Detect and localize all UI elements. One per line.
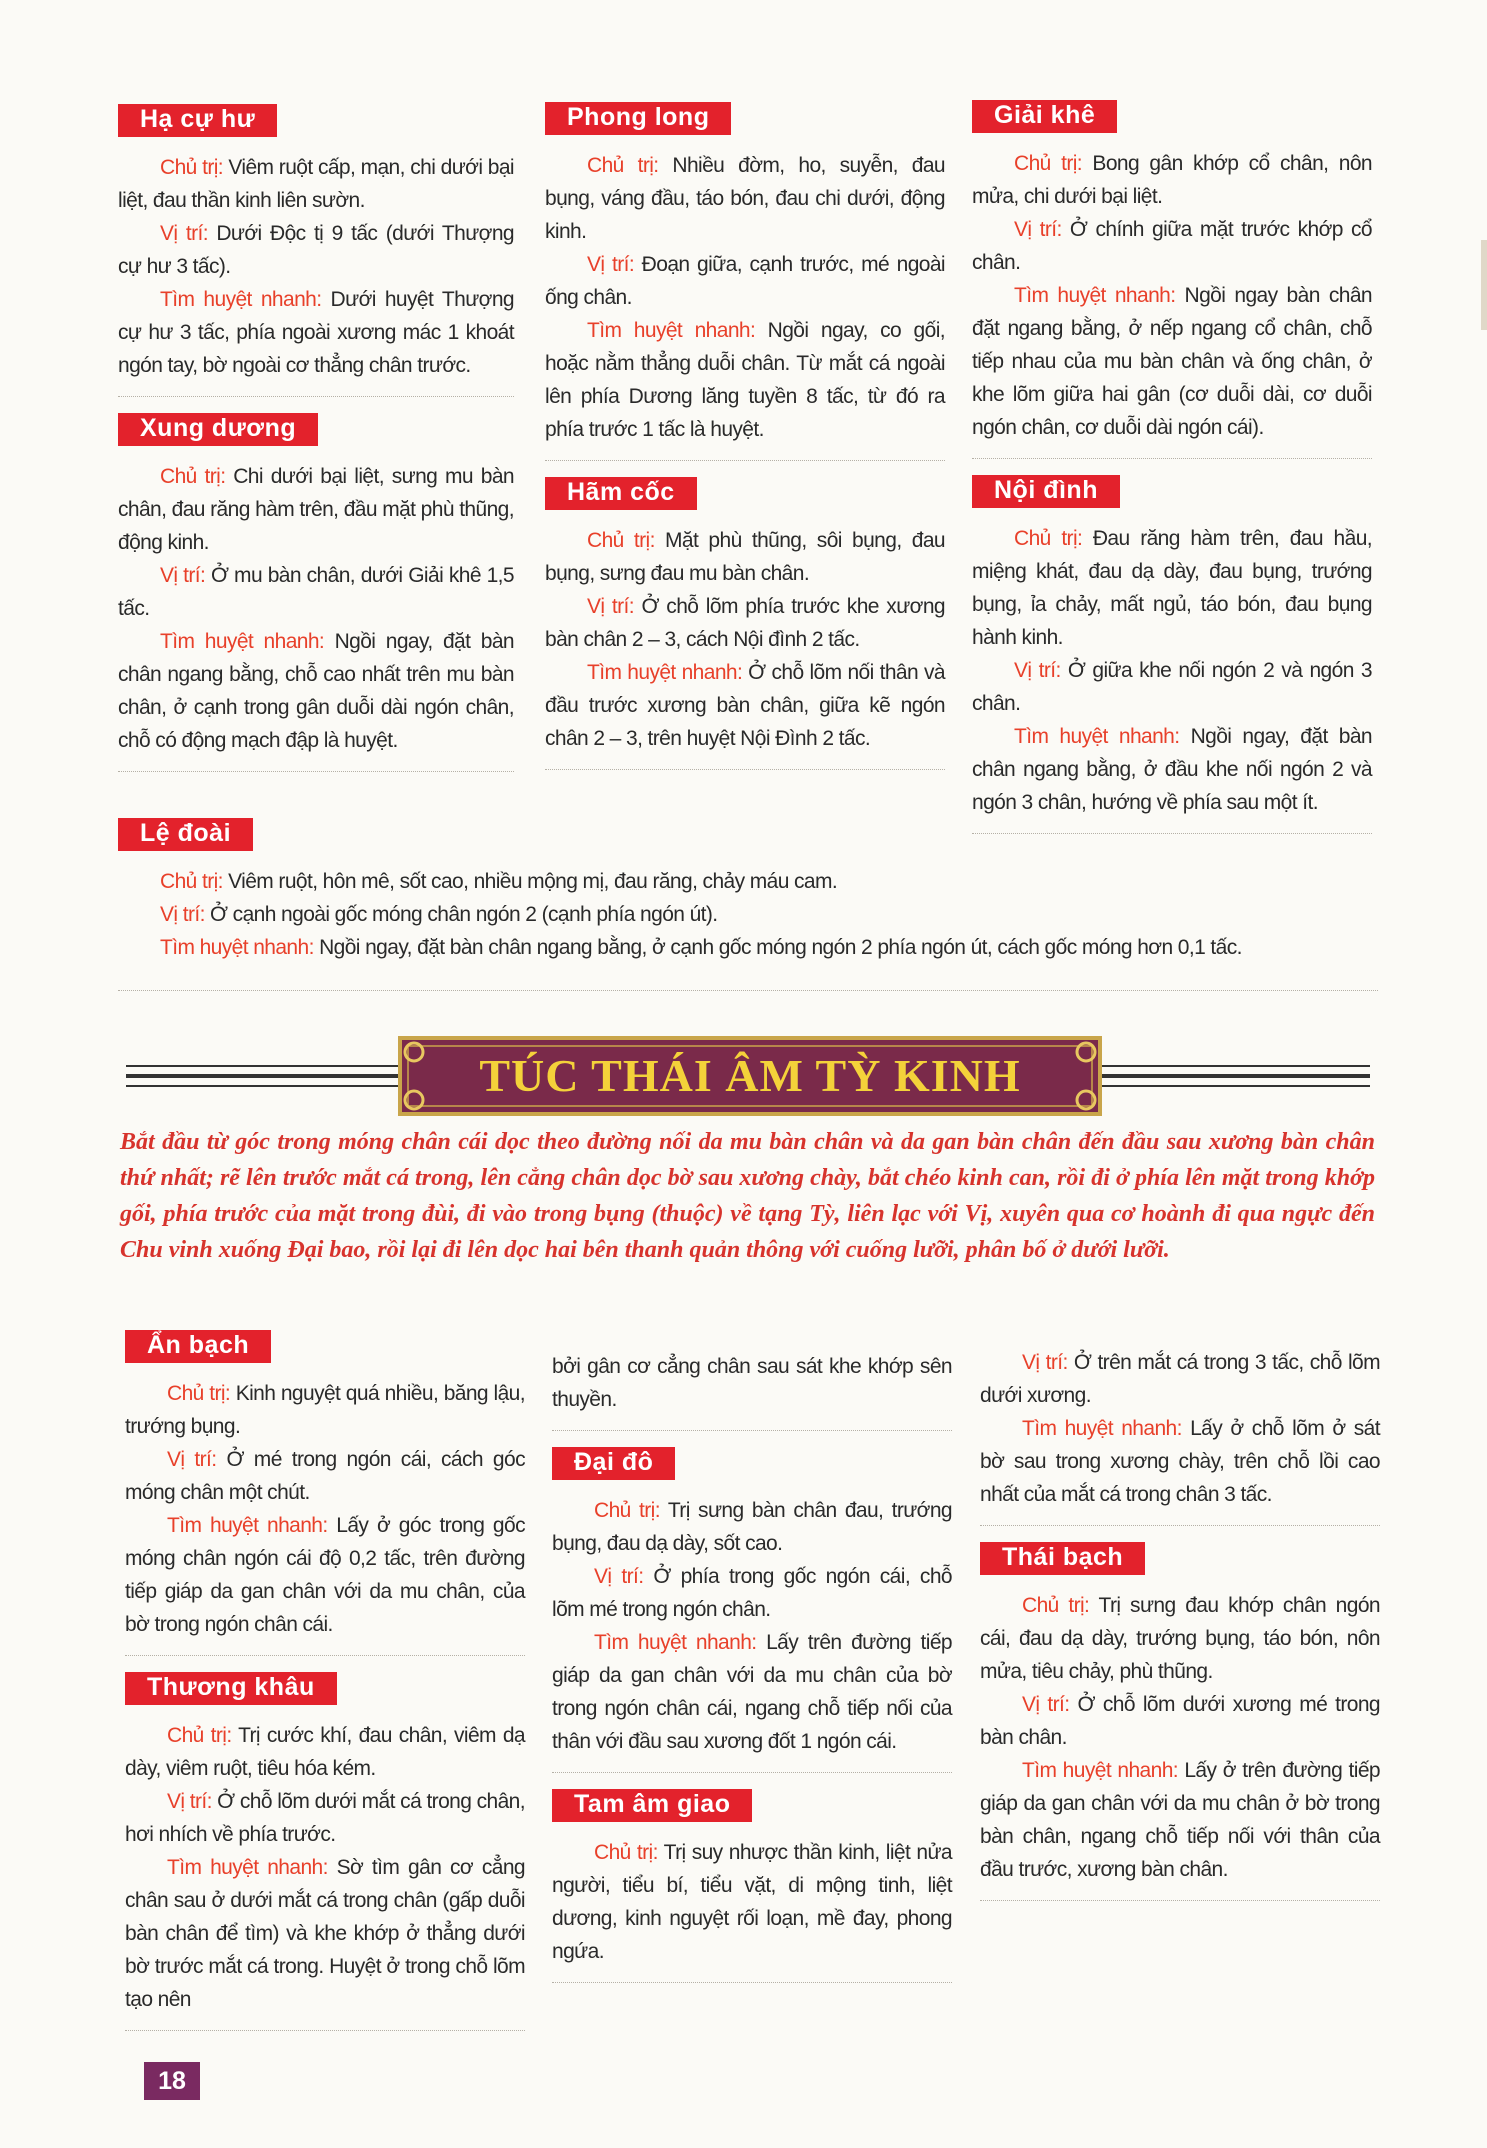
entry-noi-dinh: [972, 475, 1372, 834]
text: Chi dưới bại liệt, sưng mu bàn chân, đau răng hàm trên, đầu mặt phù thũng, động kinh.: [118, 465, 514, 554]
label: Vị trí:: [1014, 218, 1062, 241]
label: Vị trí:: [160, 222, 208, 245]
column-1-top: [118, 104, 514, 788]
label: Tìm huyệt nhanh:: [587, 319, 756, 342]
entry-xung-duong: [118, 413, 514, 772]
label: Chủ trị:: [587, 154, 659, 177]
divider: [125, 1655, 525, 1656]
label: Chủ trị:: [1022, 1594, 1090, 1617]
label: Tìm huyệt nhanh:: [587, 661, 743, 684]
text: Dưới Độc tị 9 tấc (dưới Thượng cự hư 3 tấc).: [118, 222, 514, 278]
text: Trị cước khí, đau chân, viêm dạ dày, viêm ruột, tiêu hóa kém.: [125, 1724, 525, 1780]
label: Chủ trị:: [594, 1841, 658, 1864]
label: Tìm huyệt nhanh:: [1022, 1759, 1179, 1782]
divider: [545, 460, 945, 461]
divider: [545, 769, 945, 770]
text: Đau răng hàm trên, đau hầu, miệng khát, đau dạ dày, đau bụng, trướng bụng, ỉa chảy, mất ngủ, táo bón, đau bụng hành kinh.: [972, 527, 1373, 649]
text: Ở chỗ lõm dưới mắt cá trong chân, hơi nhích về phía trước.: [125, 1790, 525, 1846]
label: Chủ trị:: [160, 870, 223, 893]
divider: [972, 458, 1372, 459]
entry-line: [545, 149, 945, 248]
text: Ở chỗ lõm dưới xương mé trong bàn chân.: [980, 1693, 1380, 1749]
entry-line: [125, 1443, 525, 1509]
label: Chủ trị:: [1014, 152, 1083, 175]
entry-ha-cu-hu: [118, 104, 514, 397]
text: Ở chính giữa mặt trước khớp cổ chân.: [972, 218, 1372, 274]
text: Ngồi ngay, đặt bàn chân ngang bằng, chỗ cao nhất trên mu bàn chân, ở cạnh trong gân duỗi dài ngón chân, chỗ có động mạch đập là huyệt.: [118, 630, 515, 752]
label: Vị trí:: [587, 253, 635, 276]
page-number: 18: [144, 2062, 200, 2100]
entry-line: [972, 279, 1372, 444]
text: Lấy ở góc trong gốc móng chân ngón cái độ 0,2 tấc, trên đường tiếp giáp da gan chân với da mu chân, của bờ trong ngón chân cái.: [125, 1514, 525, 1636]
label: Vị trí:: [160, 564, 206, 587]
entry-title: Tam âm giao: [552, 1789, 752, 1822]
text: Ở chỗ lõm nối thân và đầu trước xương bàn chân, giữa kẽ ngón chân 2 – 3, trên huyệt Nội Đình 2 tấc.: [545, 661, 946, 750]
column-1-bottom: [125, 1330, 525, 2047]
entry-line: [552, 1626, 952, 1758]
entry-line: [545, 248, 945, 314]
entry-title: Đại đô: [552, 1447, 675, 1480]
divider: [552, 1772, 952, 1773]
entry-line: [118, 625, 514, 757]
label: Tìm huyệt nhanh:: [167, 1514, 328, 1537]
entry-title: Lệ đoài: [118, 818, 253, 851]
entry-line: [118, 865, 1378, 898]
entry-line: [545, 314, 945, 446]
label: Tìm huyệt nhanh:: [160, 288, 322, 311]
entry-line: [125, 1377, 525, 1443]
text: Ở phía trong gốc ngón cái, chỗ lõm mé trong ngón chân.: [552, 1565, 952, 1621]
entry-line: [972, 654, 1372, 720]
entry-line: [118, 460, 514, 559]
entry-line: [118, 151, 514, 217]
entry-line: [125, 1785, 525, 1851]
entry-line: [972, 213, 1372, 279]
divider: [980, 1900, 1380, 1901]
label: Vị trí:: [1022, 1693, 1070, 1716]
entry-an-bach: [125, 1330, 525, 1656]
text: Ngồi ngay, đặt bàn chân ngang bằng, ở cạnh gốc móng ngón 2 phía ngón út, cách gốc móng hơn 0,1 tấc.: [313, 936, 1242, 959]
entry-title: Hãm cốc: [545, 477, 697, 510]
entry-line: [118, 898, 1378, 931]
entry-dai-do: [552, 1447, 952, 1773]
text: Viêm ruột, hôn mê, sốt cao, nhiều mộng mị, đau răng, chảy máu cam.: [222, 870, 838, 893]
entry-le-doai: [118, 818, 1378, 964]
entry-title: Nội đình: [972, 475, 1120, 508]
entry-giai-khe: [972, 100, 1372, 459]
column-2-bottom: [552, 1350, 952, 1999]
divider: [980, 1525, 1380, 1526]
entry-title: Thái bạch: [980, 1542, 1145, 1575]
text: Dưới huyệt Thượng cự hư 3 tấc, phía ngoài xương mác 1 khoát ngón tay, bờ ngoài cơ thẳng chân trước.: [118, 288, 515, 377]
label: Tìm huyệt nhanh:: [1014, 284, 1176, 307]
entry-line: [980, 1346, 1380, 1412]
label: Chủ trị:: [167, 1382, 231, 1405]
divider: [118, 771, 514, 772]
entry-phong-long: [545, 102, 945, 461]
label: Chủ trị:: [167, 1724, 232, 1747]
section-banner: [0, 1030, 1487, 1122]
text: Nhiều đờm, ho, suyễn, đau bụng, váng đầu, táo bón, đau chi dưới, động kinh.: [545, 154, 946, 243]
label: Tìm huyệt nhanh:: [160, 936, 314, 959]
entry-title: Phong long: [545, 102, 731, 135]
text: Trị sưng đau khớp chân ngón cái, đau dạ dày, trướng bụng, táo bón, nôn mửa, tiêu chảy, phù thũng.: [980, 1594, 1380, 1683]
entry-thuong-khau: [125, 1672, 525, 2031]
continued-text: bởi gân cơ cẳng chân sau sát khe khớp sên thuyền.: [552, 1355, 952, 1411]
label: Vị trí:: [594, 1565, 644, 1588]
entry-line: [125, 1851, 525, 2016]
label: Chủ trị:: [160, 156, 224, 179]
entry-line: [552, 1836, 952, 1968]
entry-line: [118, 283, 514, 382]
text: Trị suy nhược thần kinh, liệt nửa người, tiểu bí, tiểu vặt, di mộng tinh, liệt dương, kinh nguyệt rối loạn, mề đay, phong ngứa.: [552, 1841, 952, 1963]
entry-line: [125, 1719, 525, 1785]
entry-line: [545, 656, 945, 755]
text: Ở trên mắt cá trong 3 tấc, chỗ lõm dưới xương.: [980, 1351, 1380, 1407]
label: Vị trí:: [160, 903, 205, 926]
label: Tìm huyệt nhanh:: [1022, 1417, 1182, 1440]
label: Vị trí:: [167, 1790, 212, 1813]
label: Chủ trị:: [594, 1499, 660, 1522]
entry-le-doai: [118, 818, 1378, 970]
entry-title: Ẩn bạch: [125, 1330, 271, 1363]
text: Kinh nguyệt quá nhiều, băng lậu, trướng bụng.: [125, 1382, 525, 1438]
column-2-top: [545, 102, 945, 786]
entry-tam-am-giao: [552, 1789, 952, 1983]
label: Chủ trị:: [587, 529, 655, 552]
entry-title: Giải khê: [972, 100, 1117, 133]
label: Chủ trị:: [1014, 527, 1083, 550]
label: Chủ trị:: [160, 465, 226, 488]
entry-thai-bach: [980, 1542, 1380, 1901]
label: Vị trí:: [1022, 1351, 1068, 1374]
label: Vị trí:: [587, 595, 635, 618]
text: Ngồi ngay bàn chân đặt ngang bằng, ở nếp ngang cổ chân, chỗ tiếp nhau của mu bàn chân và ống chân, ở khe lõm giữa hai gân (cơ duỗi dài, cơ duỗi ngón chân, cơ duỗi dài ngón cái).: [972, 284, 1372, 439]
text: Lấy trên đường tiếp giáp da gan chân với da mu chân của bờ trong ngón chân cái, ngang chỗ tiếp nối của thân với đầu sau xương đốt 1 ngón cái.: [552, 1631, 952, 1753]
label: Tìm huyệt nhanh:: [1014, 725, 1180, 748]
entry-title: Xung dương: [118, 413, 318, 446]
column-3-top: [972, 100, 1372, 850]
entry-title: Hạ cự hư: [118, 104, 277, 137]
label: Tìm huyệt nhanh:: [160, 630, 325, 653]
divider: [118, 396, 514, 397]
text: Ở cạnh ngoài gốc móng chân ngón 2 (cạnh phía ngón út).: [204, 903, 718, 926]
label: Tìm huyệt nhanh:: [167, 1856, 328, 1879]
entry-line: [972, 147, 1372, 213]
entry-line: [980, 1688, 1380, 1754]
text: Bong gân khớp cổ chân, nôn mửa, chi dưới bại liệt.: [972, 152, 1372, 208]
text: Ngồi ngay, đặt bàn chân ngang bằng, ở đầu khe nối ngón 2 và ngón 3 chân, hướng về phía sau một ít.: [972, 725, 1373, 814]
entry-ham-coc: [545, 477, 945, 770]
entry-line: [545, 590, 945, 656]
text: Ở giữa khe nối ngón 2 và ngón 3 chân.: [972, 659, 1372, 715]
text: Mặt phù thũng, sôi bụng, đau bụng, sưng đau mu bàn chân.: [545, 529, 945, 585]
text: Lấy ở trên đường tiếp giáp da gan chân với da mu chân ở bờ trong bàn chân, ngang chỗ tiếp nối với thân của đầu trước, xương bàn chân.: [980, 1759, 1380, 1881]
text: Ở mé trong ngón cái, cách góc móng chân một chút.: [125, 1448, 525, 1504]
text: Sờ tìm gân cơ cẳng chân sau ở dưới mắt cá trong chân (gấp duỗi bàn chân để tìm) và khe khớp ở thẳng dưới bờ trước mắt cá trong. Huyệt ở trong chỗ lõm tạo nên: [125, 1856, 525, 2011]
entry-line: [972, 720, 1372, 819]
text: Đoạn giữa, cạnh trước, mé ngoài ống chân.: [545, 253, 945, 309]
entry-line: [552, 1494, 952, 1560]
label: Tìm huyệt nhanh:: [594, 1631, 757, 1654]
entry-line: [118, 217, 514, 283]
entry-title: Thương khâu: [125, 1672, 337, 1705]
entry-line: [545, 524, 945, 590]
divider: [125, 2030, 525, 2031]
divider: [552, 1430, 952, 1431]
text: Ở mu bàn chân, dưới Giải khê 1,5 tấc.: [118, 564, 514, 620]
entry-line: [125, 1509, 525, 1641]
divider: [118, 990, 1378, 991]
entry-line: [980, 1589, 1380, 1688]
page-edge-decoration: [1481, 240, 1487, 330]
entry-line: [972, 522, 1372, 654]
text: Trị sưng bàn chân đau, trướng bụng, đau dạ dày, sốt cao.: [552, 1499, 953, 1555]
text: Ngồi ngay, co gối, hoặc nằm thẳng duỗi chân. Từ mắt cá ngoài lên phía Dương lăng tuyền 8 tấc, từ đó ra phía trước 1 tấc là huyệt.: [545, 319, 946, 441]
entry-line: [118, 559, 514, 625]
text: Viêm ruột cấp, mạn, chi dưới bại liệt, đau thần kinh liên sườn.: [118, 156, 514, 212]
entry-line: [980, 1412, 1380, 1511]
text: Lấy ở chỗ lõm ở sát bờ sau trong xương chày, trên chỗ lồi cao nhất của mắt cá trong chân 3 tấc.: [980, 1417, 1380, 1506]
text: Ở chỗ lõm phía trước khe xương bàn chân 2 – 3, cách Nội đình 2 tấc.: [545, 595, 945, 651]
label: Vị trí:: [167, 1448, 217, 1471]
entry-line: [980, 1754, 1380, 1886]
label: Vị trí:: [1014, 659, 1061, 682]
section-title: TÚC THÁI ÂM TỲ KINH: [479, 1050, 1021, 1101]
entry-line: [118, 931, 1378, 964]
entry-line: [552, 1560, 952, 1626]
intro-paragraph: Bắt đầu từ góc trong móng chân cái dọc theo đường nối da mu bàn chân và da gan bàn chân đến đầu sau xương bàn chân thứ nhất; rẽ lên trước mắt cá trong, lên cẳng chân dọc bờ sau xương chày, bắt chéo kinh can, rồi đi ở phía lên mặt trong khớp gối, phía trước của mặt trong đùi, đi vào trong bụng (thuộc) về tạng Tỳ, liên lạc với Vị, xuyên qua cơ hoành đi qua ngực đến Chu vinh xuống Đại bao, rồi lại đi lên dọc hai bên thanh quản thông với cuống lưỡi, phân bố ở dưới lưỡi.: [120, 1129, 1375, 1263]
column-3-bottom: [980, 1346, 1380, 1917]
divider: [552, 1982, 952, 1983]
